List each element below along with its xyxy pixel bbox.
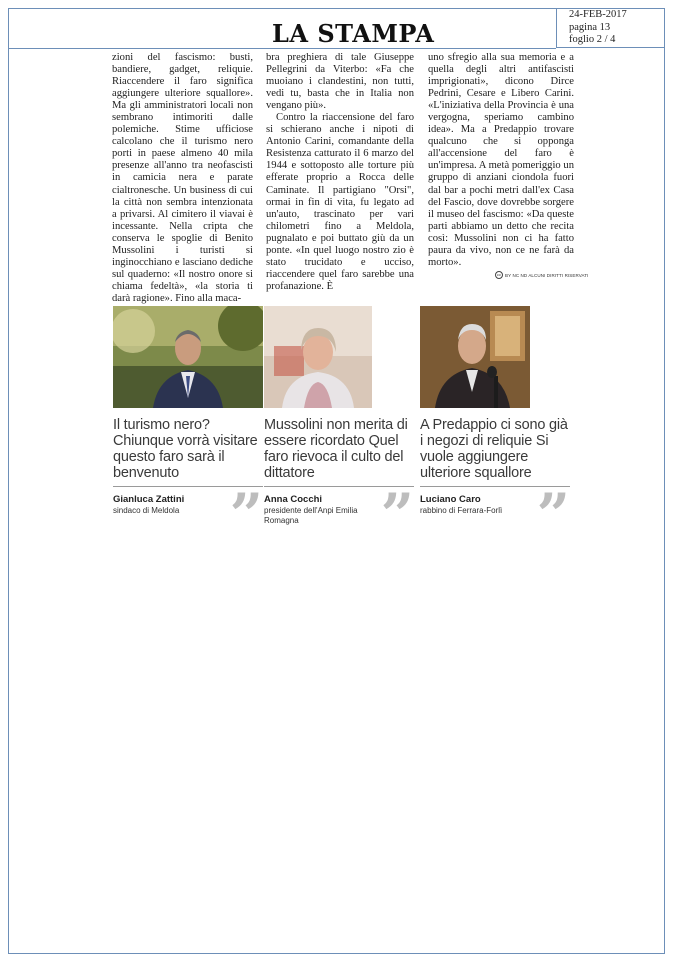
quote-author-name: Gianluca Zattini — [113, 494, 185, 505]
masthead — [8, 8, 556, 49]
paragraph: Contro la riaccensione del faro si schierano anche i nipoti di Antonio Carini, comandante della Resistenza catturato il 6 marzo del 1944 e sottoposto alle torture più efferate proprio a Rocca delle Caminate. Il partigiano "Orsi", ormai in fin di vita, fu legato ad un'auto, trascinato per vari chilometri fino a Meldola, pugnalato e poi buttato giù da un ponte. «In quel luogo nostro zio è stato trucidato e ucciso, riaccendere quel faro sarebbe una profanazione. È — [266, 112, 414, 292]
quote-author-name: Luciano Caro — [420, 494, 481, 505]
quote-text: Mussolini non merita di essere ricordato Quel faro rievoca il culto del dittatore — [264, 417, 408, 481]
quote-card-zattini — [113, 306, 263, 549]
quote-card-cocchi — [264, 306, 414, 549]
portrait-photo — [264, 306, 414, 408]
article-column-1 — [112, 52, 253, 305]
quotation-mark-icon: ” — [380, 481, 414, 549]
article-column-3 — [428, 52, 574, 269]
quotation-mark-icon: ” — [229, 481, 263, 549]
quote-author-role: presidente dell'Anpi Emilia Romagna — [264, 506, 358, 525]
quote-text: A Predappio ci sono già i negozi di reliquie Si vuole aggiungere ulteriore squallore — [420, 417, 568, 481]
sheet-number: foglio 2 / 4 — [569, 34, 616, 45]
portrait-photo — [113, 306, 263, 408]
article-column-2 — [266, 52, 414, 293]
quote-text: Il turismo nero? Chiunque vorrà visitare questo faro sarà il benvenuto — [113, 417, 258, 481]
license-notice — [495, 271, 588, 279]
portrait-photo — [420, 306, 570, 408]
newspaper-title: LA STAMPA — [272, 19, 435, 48]
quote-author-role: sindaco di Meldola — [113, 506, 180, 515]
publication-date: 24-FEB-2017 — [569, 9, 627, 20]
license-text: BY NC ND ALCUNI DIRITTI RISERVATI — [505, 272, 589, 278]
quotation-mark-icon: ” — [536, 481, 570, 549]
paragraph: uno sfregio alla sua memoria e a quella degli altri antifascisti imprigionati», dicono Dirce Pedrini, Cesare e Libero Carini. «L'iniziativa della Provincia è una vergogna, speriamo cambino idea». Ma a Predappio trovare qualcuno che si opponga all'accensione del faro è un'impresa. A metà pomeriggio un gruppo di anziani ciondola fuori dal bar a pochi metri dall'ex Casa del Fascio, dove dovrebbe sorgere il museo del fascismo: «Da queste parti abbiamo un detto che recita così: Mussolini non ci ha fatto paura da vivo, non ce ne farà da morto». — [428, 52, 574, 268]
paragraph: bra preghiera di tale Giuseppe Pellegrini da Viterbo: «Fa che muoiano i clandestini, non tutti, vedi tu, basta che in Italia non vengano più». — [266, 52, 414, 112]
paragraph: zioni del fascismo: busti, bandiere, gadget, reliquie. Riaccendere il faro significa aggiungere ulteriore squallore». Ma gli amministratori locali non sembrano intimoriti dalle polemiche. Stime ufficiose calcolano che il turismo nero porti in paese almeno 40 mila presenze all'anno tra neofascisti in camicia nera e parate cialtronesche. Un business di cui la città non sembra intenzionata a privarsi. Al cimitero il viavai è incessante. Nella cripta che conserva le spoglie di Benito Mussolini i turisti si inginocchiano e lasciano dediche sul quaderno: «Il nostro onore si chiama fedeltà», «la storia ti darà ragione». Fino alla maca- — [112, 52, 253, 304]
page-number: pagina 13 — [569, 21, 611, 33]
quote-card-caro — [420, 306, 570, 549]
publication-info — [556, 8, 665, 48]
creative-commons-icon: cc — [496, 272, 502, 277]
quote-author-name: Anna Cocchi — [264, 494, 323, 505]
quote-author-role: rabbino di Ferrara-Forlì — [420, 506, 503, 515]
